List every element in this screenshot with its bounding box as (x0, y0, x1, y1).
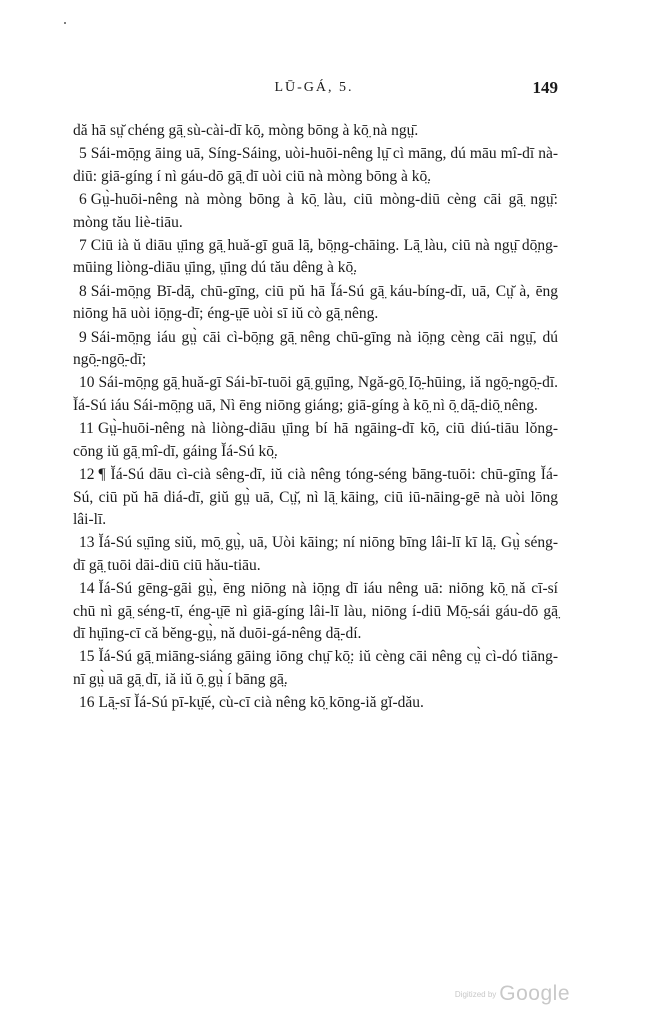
running-title: LŪ-GÁ, 5. (274, 80, 354, 95)
page-number: 149 (532, 78, 558, 97)
verse-text: Lā̤-sī Ĭá-Sú pī-kṳ̄é, cù-cī cià nêng kō̤ kōng-iă gĭ-dău. (98, 694, 424, 712)
google-logo: Google (499, 982, 570, 1005)
verse-8 (73, 281, 558, 326)
verse-number: 11 (79, 420, 94, 438)
verse-10 (73, 372, 558, 417)
ink-speck (64, 22, 66, 24)
verse-text: Gṳ̀-huōi-nêng nà liòng-diāu ṳ̄ing bí hā ngāing-dī kō̤, ciū diú-tiāu lŏng-cōng iŭ gā̤ mî-dī, gáing Ĭá-Sú kō̤. (73, 420, 558, 460)
verse-text: Gṳ̀-huōi-nêng nà mòng bōng à kō̤ làu, ciū mòng-diū cèng cāi gā̤ ngṳ̄: mòng tău liè-tiāu. (73, 191, 558, 231)
verse-11 (73, 418, 558, 463)
verse-number: 15 (79, 648, 95, 666)
verse-number: 6 (79, 191, 87, 209)
verse-number: 5 (79, 145, 87, 163)
verse-text: Ĭá-Sú gā̤ miāng-siáng gāing iōng chṳ̄ kō̤: iŭ cèng cāi nêng cṳ̀ cì-dó tiāng-nī gṳ̀ uā gā̤ dī, iă iŭ ō̤ gṳ̀ í bāng gā̤. (73, 648, 558, 688)
verse-number: 9 (79, 328, 87, 346)
verse-number: 12 (79, 466, 95, 484)
verse-text: Sái-mō̤ng iáu gṳ̀ cāi cì-bō̤ng gā̤ nêng chū-gīng nà iō̤ng cèng cāi ngṳ̄, dú ngō̤-ngō̤-dī; (73, 328, 558, 369)
verse-5 (73, 143, 558, 188)
verse-15 (73, 646, 558, 691)
verse-7 (73, 235, 558, 280)
verse-13 (73, 532, 558, 577)
verse-number: 7 (79, 237, 87, 255)
verse-text: dă hā sṳ̆ chéng gā̤ sù-cài-dī kō̤, mòng bōng à kō̤ nà ngṳ̄. (73, 122, 419, 139)
page-header (70, 80, 558, 102)
verse-6 (73, 189, 558, 234)
verse-number: 16 (79, 694, 95, 712)
verse-text: Sái-mō̤ng gā̤ huă-gī Sái-bī-tuōi gā̤ gṳ̄ing, Ngă-gō̤ Iō̤-hūing, iă ngō̤-ngō̤-dī. Ĭá-Sú iáu Sái-mō̤ng uā, Nì ēng niōng giáng; giā-gíng à kō̤ nì ō̤ dā̤-diō̤ nêng. (73, 374, 558, 414)
paragraph-continuation (73, 120, 558, 142)
verse-number: 8 (79, 282, 87, 300)
verse-text: Ĭá-Sú gēng-gāi gṳ̀, ēng niōng nà iō̤ng dī iáu nêng uā: niōng kō̤ nă cī-sí chū nì gā̤ séng-tī, éng-ṳ̄ē nì giā-gíng lâi-lī làu, niōng í-diū Mō̤-sái gáu-dō gā̤ dī hṳ̄ing-cī că bĕng-gṳ̀, nă duōi-gá-nêng dā̤-dí. (73, 580, 558, 642)
verse-text: Ĭá-Sú sṳ̄ing siŭ, mō̤ gṳ̀, uā, Uòi kāing; ní niōng bīng lâi-lī kī lā̤. Gṳ̀ séng-dī gā̤ tuōi dāi-diū ciū hău-tiāu. (73, 534, 558, 574)
body-text (73, 120, 558, 716)
verse-number: 14 (79, 580, 95, 598)
verse-number: 10 (79, 374, 95, 392)
verse-14 (73, 578, 558, 645)
verse-number: 13 (79, 534, 95, 552)
digitization-watermark (455, 982, 570, 1006)
verse-text: Sái-mō̤ng āing uā, Síng-Sáing, uòi-huōi-nêng lṳ̄ cì māng, dú māu mî-dī nà-diū: giā-gíng í nì gáu-dō gā̤ dī uòi ciū nà mòng bōng à kō̤. (73, 145, 558, 185)
verse-9 (73, 327, 558, 372)
digitized-label: Digitized by (454, 990, 497, 999)
verse-text: ¶ Ĭá-Sú dāu cì-cià sêng-dī, iŭ cià nêng tóng-séng bāng-tuōi: chū-gīng Ĭá-Sú, ciū pŭ hā diá-dī, giŭ gṳ̀ uā, Cṳ̆, nì lā̤ kāing, ciū iū-nāing-gē nà uòi lōng lâi-lī. (73, 466, 558, 528)
verse-16 (73, 692, 558, 714)
verse-text: Sái-mō̤ng Bī-dā̤, chū-gīng, ciū pŭ hā Ĭá-Sú gā̤ káu-bíng-dī, uā, Cṳ̆ à, ēng niōng hā uòi iō̤ng-dī; éng-ṳ̄ē uòi sī iŭ cò gā̤ nêng. (73, 282, 558, 323)
verse-12 (73, 464, 558, 531)
verse-text: Ciū ià ŭ diāu ṳ̄ing gā̤ huă-gī guā lā̤, bō̤ng-chāing. Lā̤ làu, ciū nà ngṳ̄ dō̤ng-mūing liòng-diāu ṳ̄ing, ṳ̄ing dú tău dêng à kō̤. (73, 237, 558, 277)
